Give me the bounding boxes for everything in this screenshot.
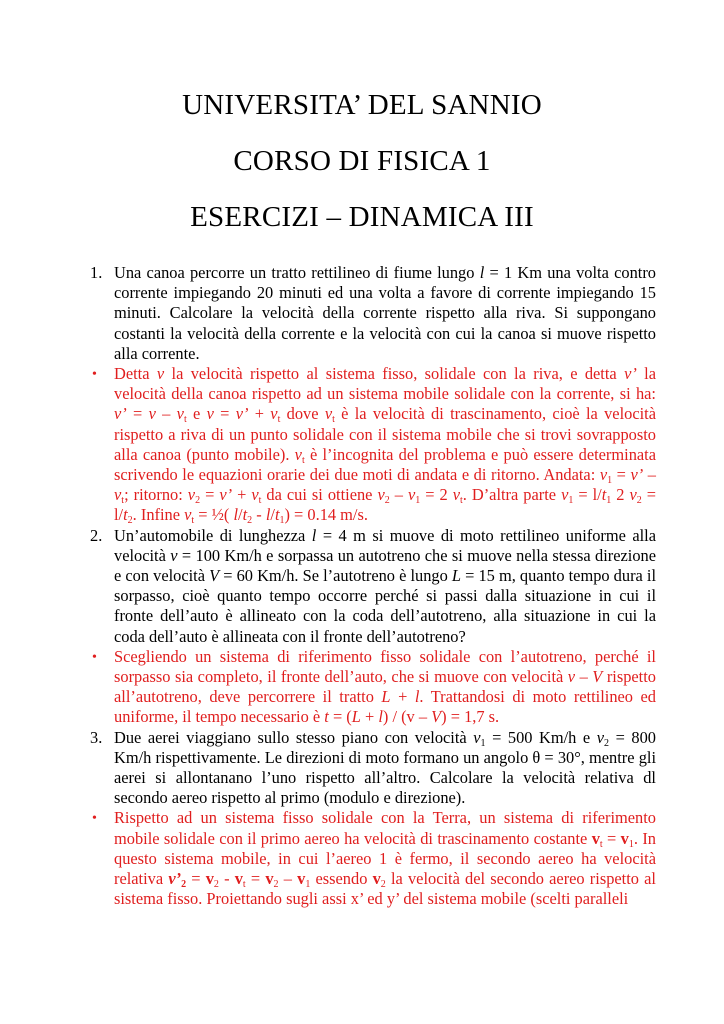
exercise-problem bbox=[90, 263, 656, 364]
solution-text: Detta v la velocità rispetto al sistema fisso, solidale con la riva, e detta v’ la velocità della canoa rispetto ad un sistema mobile solidale con la corrente, si ha: v’ = v – $v_t$ e v = v’ + $v_t$ dove $v_t$ è la velocità di trascinamento, cioè la velocità rispetto a riva di un punto solidale con il sistema mobile che si trovi sovrapposto alla canoa (punto mobile). $v_t$ è l’incognita del problema e può essere determinata scrivendo le equazioni orarie dei due moti di andata e di ritorno. Andata: $v_1 = v$’ – $v_t$; ritorno: $v_2 = v$’ + $v_t$ da cui si ottiene $v_2 - v_1 = 2$ $v_t$. D’altra parte $v_1 = l/t_1$ 2 $v_2 = l/t_2$. Infine $v_t$ = ½( $l/t_2 - l/t_1) = 0.14$ m/s. bbox=[114, 364, 657, 527]
university-title: UNIVERSITA’ DEL SANNIO bbox=[182, 89, 542, 121]
subject-title: ESERCIZI – DINAMICA III bbox=[190, 201, 534, 233]
exercise-number: 2. bbox=[90, 525, 103, 545]
bullet-icon: • bbox=[92, 367, 97, 383]
exercise-problem bbox=[90, 728, 656, 809]
problem-text: Una canoa percorre un tratto rettilineo di fiume lungo l = 1 Km una volta contro corrente impiegando 20 minuti ed una volta a favore di corrente impiegando 15 minuti. Calcolare la velocità della corrente rispetto alla riva. Si suppongano costanti la velocità della corrente e la velocità con cui la canoa si muove rispetto alla corrente. bbox=[114, 263, 656, 363]
solution-text: Scegliendo un sistema di riferimento fisso solidale con l’autotreno, perché il sorpasso sia completo, il fronte dell’auto, che si muove con velocità v – V rispetto all’autotreno, deve percorrere il tratto L + l. Trattandosi di moto rettilineo ed uniforme, il tempo necessario è t = (L + l) / (v – V) = 1,7 s. bbox=[114, 646, 656, 727]
exercise-solution bbox=[90, 647, 656, 728]
problem-text: Due aerei viaggiano sullo stesso piano con velocità $v_1 = 500$ Km/h e $v_2 = 800$ Km/h rispettivamente. Le direzioni di moto formano un angolo θ = 30°, mentre gli aerei si allontanano l’uno rispetto all’altro. Calcolare la velocità relativa dl secondo aereo rispetto al primo (modulo e direzione). bbox=[114, 727, 656, 808]
exercise-solution bbox=[90, 808, 656, 909]
exercise-number: 1. bbox=[90, 263, 103, 282]
exercise-number: 3. bbox=[90, 727, 103, 747]
bullet-icon: • bbox=[92, 649, 97, 665]
problem-text: Un’automobile di lunghezza l = 4 m si muove di moto rettilineo uniforme alla velocità v = 100 Km/h e sorpassa un autotreno che si muove nella stessa direzione e con velocità V = 60 Km/h. Se l’autotreno è lungo L = 15 m, quanto tempo dura il sorpasso, cioè quanto tempo occorre perché si passi dalla situazione in cui il fronte dell’auto è allineato con la coda dell’autotreno, alla situazione in cui la coda dell’auto è allineata con il fronte dell’autotreno? bbox=[114, 525, 657, 646]
exercise-problem bbox=[90, 526, 656, 647]
exercise-list bbox=[90, 263, 656, 910]
exercise-solution bbox=[90, 364, 656, 526]
solution-text: Rispetto ad un sistema fisso solidale con la Terra, un sistema di riferimento mobile solidale con il primo aereo ha velocità di trascinamento costante $v_t = v_1$. In questo sistema mobile, in cui l’aereo 1 è fermo, il secondo aereo ha velocità relativa $v’_2 = v_2 - v_t = v_2 - v_1$ essendo $v_2$ la velocità del secondo aereo rispetto al sistema fisso. Proiettando sugli assi x’ ed y’ del sistema mobile (scelti paralleli bbox=[114, 808, 656, 909]
bullet-icon: • bbox=[92, 811, 97, 827]
course-title: CORSO DI FISICA 1 bbox=[233, 145, 491, 177]
title-block bbox=[0, 88, 724, 256]
